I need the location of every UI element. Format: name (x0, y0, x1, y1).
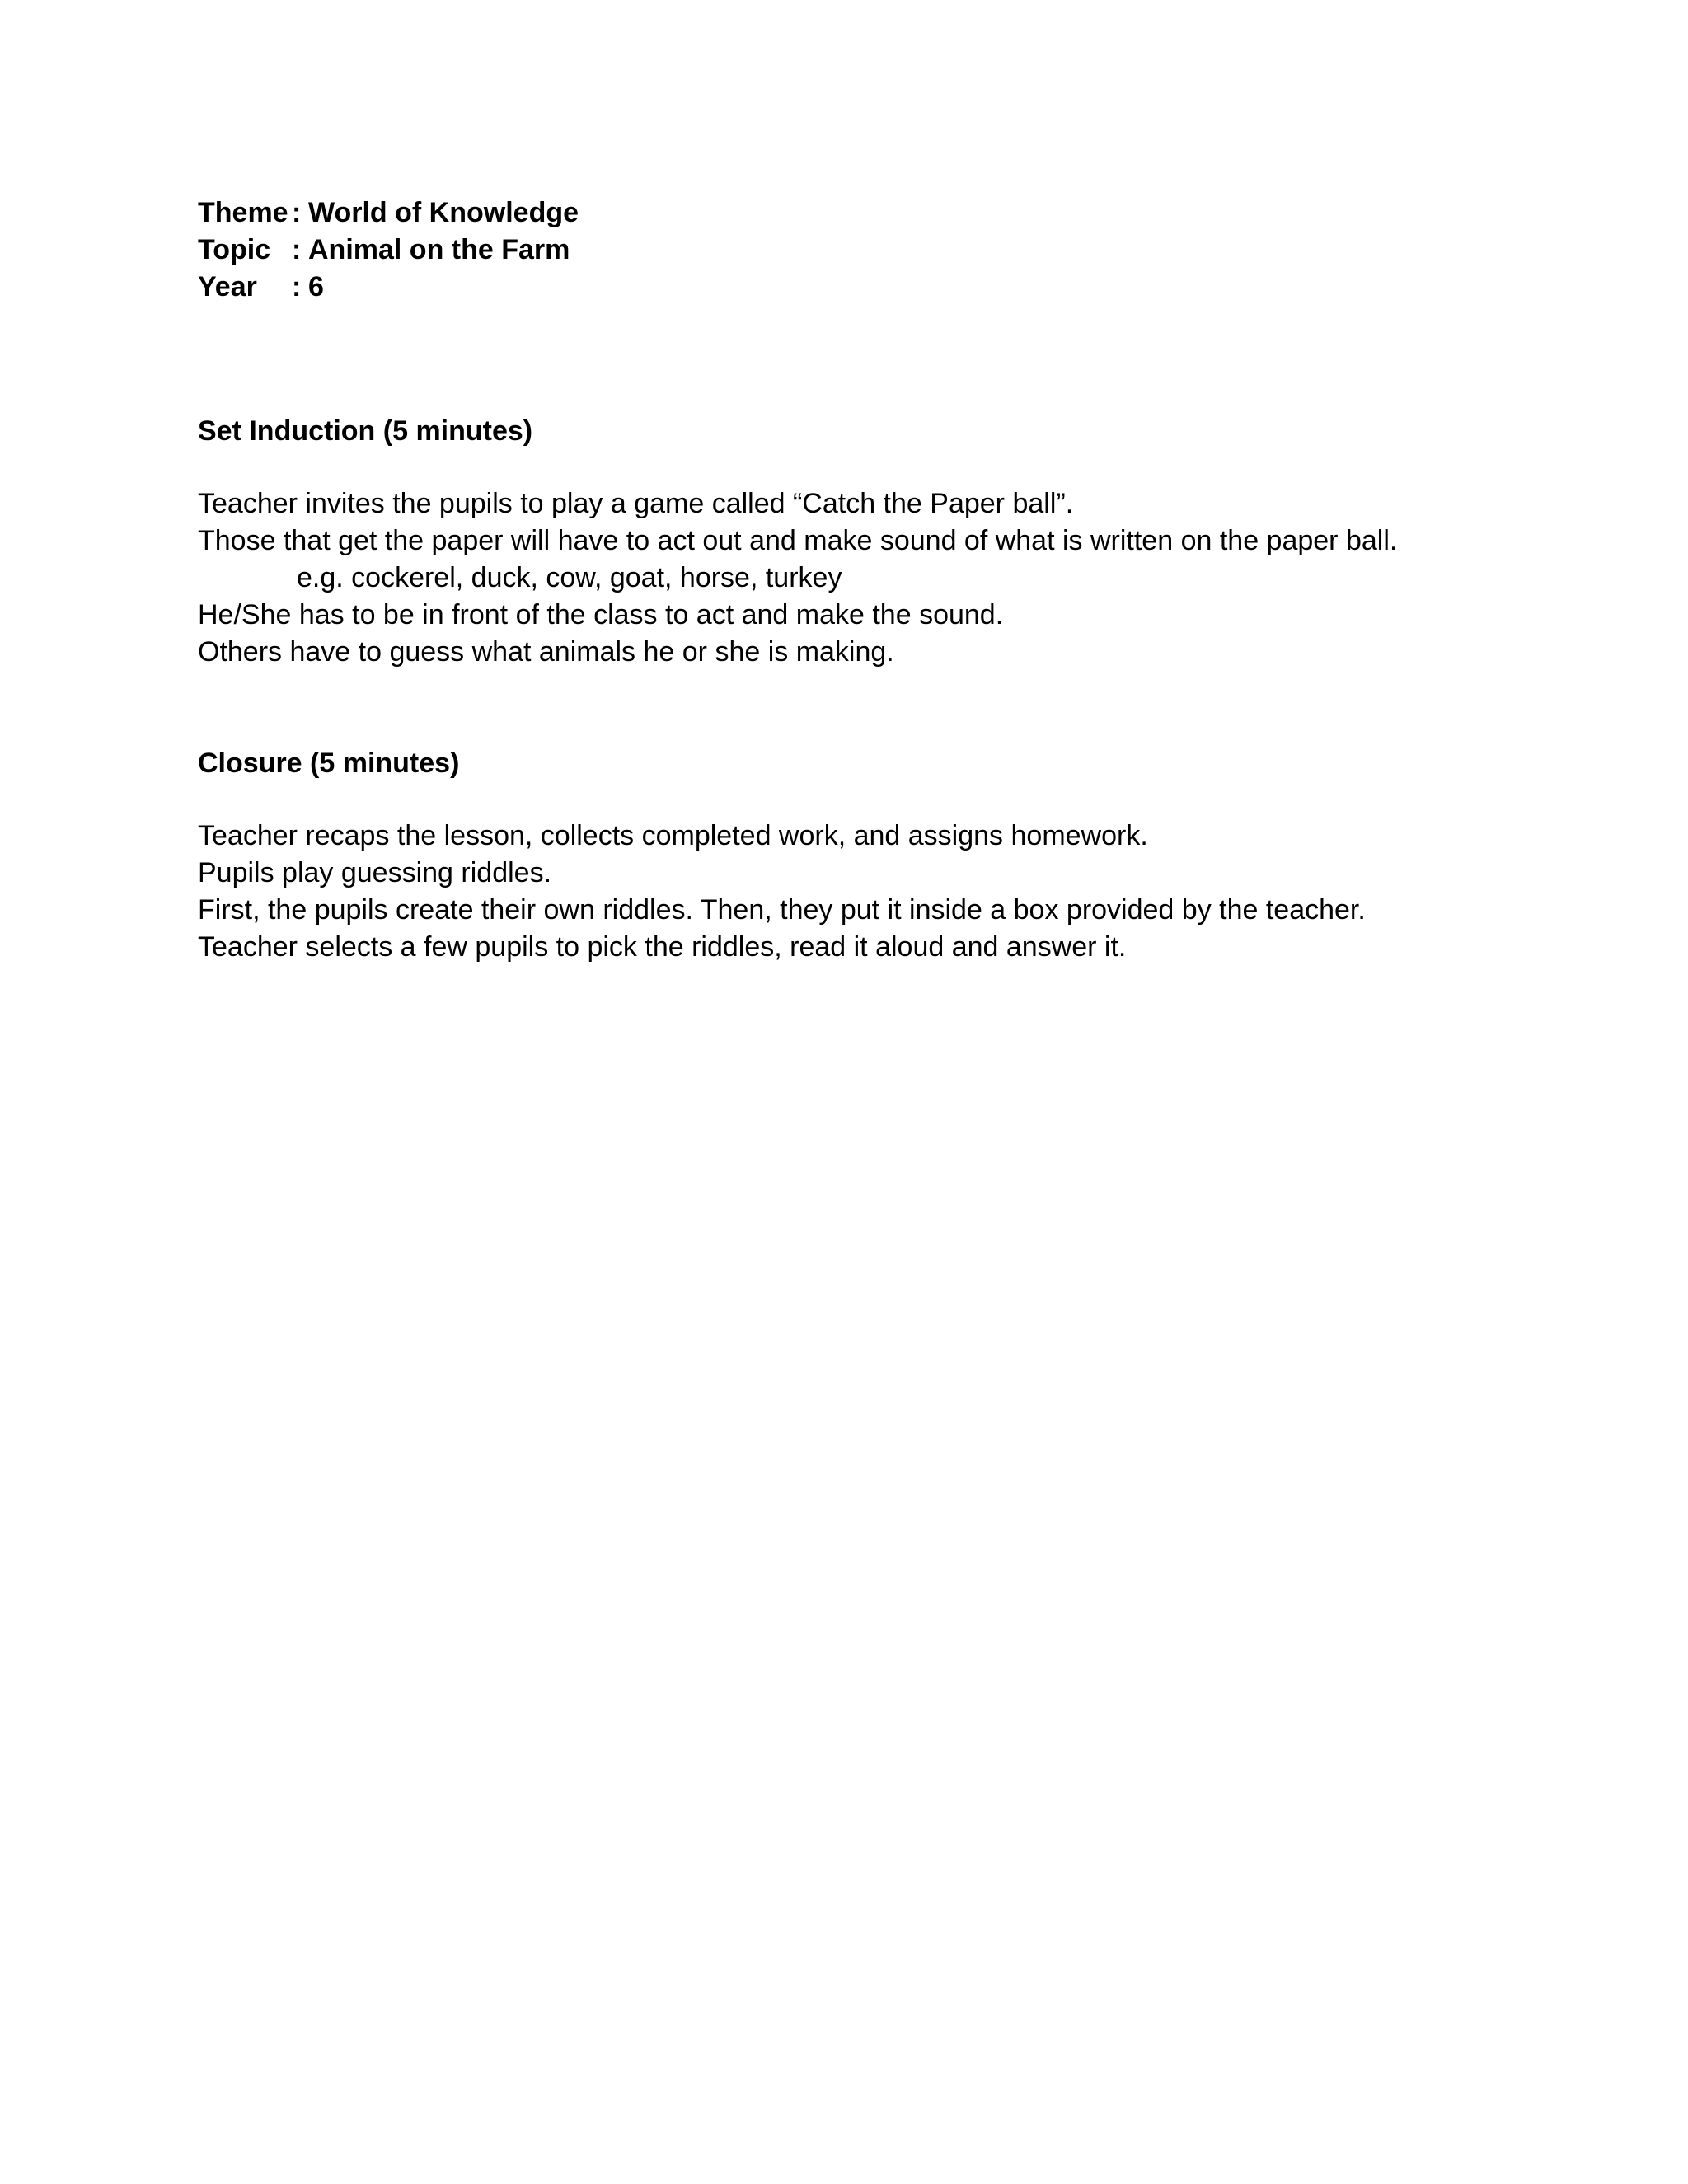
closure-line: Pupils play guessing riddles. (198, 857, 552, 888)
theme-separator: : (292, 197, 302, 228)
topic-label: Topic (198, 234, 271, 265)
topic-value: Animal on the Farm (308, 234, 570, 265)
year-value: 6 (308, 271, 324, 302)
theme-value: World of Knowledge (308, 197, 579, 228)
set-induction-line: Teacher invites the pupils to play a game called “Catch the Paper ball”. (198, 488, 1074, 519)
closure-line: Teacher selects a few pupils to pick the riddles, read it aloud and answer it. (198, 931, 1127, 963)
set-induction-body (198, 485, 1397, 671)
year-row (198, 269, 579, 306)
lesson-header (198, 194, 579, 306)
closure-line: Teacher recaps the lesson, collects completed work, and assigns homework. (198, 820, 1148, 851)
set-induction-heading: Set Induction (5 minutes) (198, 415, 533, 447)
closure-line: First, the pupils create their own riddles. Then, they put it inside a box provided by the teacher. (198, 894, 1366, 926)
topic-separator: : (292, 234, 302, 265)
year-label: Year (198, 271, 257, 302)
set-induction-line: Others have to guess what animals he or she is making. (198, 636, 894, 668)
year-separator: : (292, 271, 302, 302)
theme-label: Theme (198, 197, 288, 228)
topic-row (198, 232, 579, 269)
closure-heading: Closure (5 minutes) (198, 748, 460, 779)
closure-section (198, 745, 1366, 966)
set-induction-line: Those that get the paper will have to act out and make sound of what is written on the paper ball. (198, 525, 1398, 556)
set-induction-section (198, 413, 1397, 671)
set-induction-example-line: e.g. cockerel, duck, cow, goat, horse, turkey (297, 562, 842, 593)
closure-body (198, 818, 1366, 966)
theme-row (198, 194, 579, 232)
set-induction-line: He/She has to be in front of the class to act and make the sound. (198, 599, 1004, 630)
